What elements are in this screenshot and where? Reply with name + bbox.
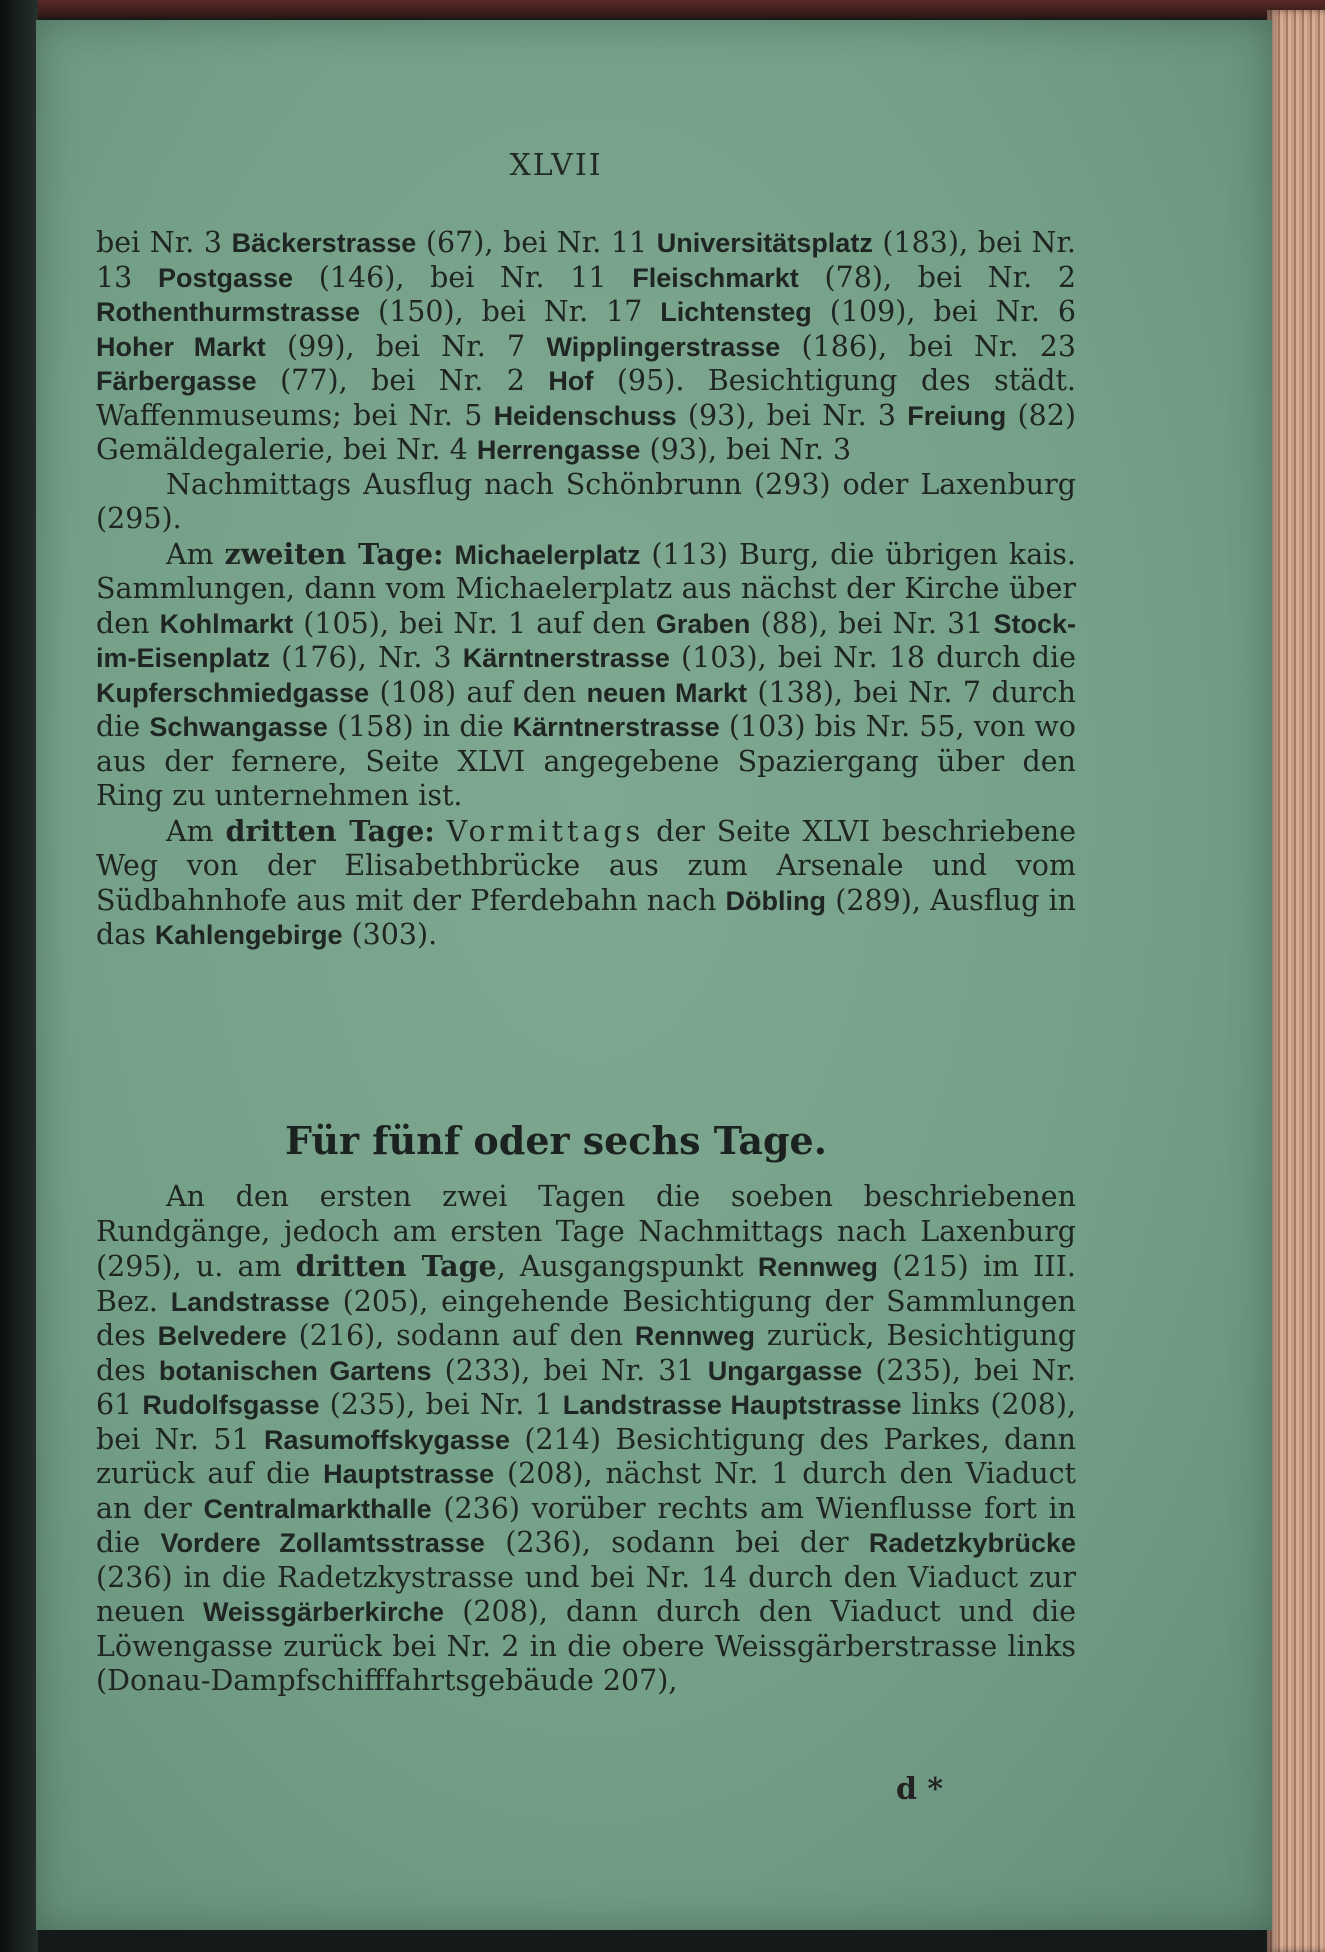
street-name: Rasumoffskygasse [263, 1424, 511, 1455]
text-run [435, 815, 447, 848]
street-name: Döbling [725, 885, 827, 916]
text-run: (235), bei Nr. 61 [96, 1353, 1076, 1421]
paragraph-afternoon: Nachmittags Ausflug nach Schönbrunn (293) oder Laxenburg (295). [96, 467, 1076, 535]
street-name: Herrengasse [476, 435, 641, 465]
book-top-edge [0, 0, 1325, 18]
text-block-bottom [96, 1180, 1076, 1699]
text-run: bei Nr. 3 [96, 226, 232, 259]
page-stack-edge [1267, 10, 1325, 1952]
street-name: Ungargasse [707, 1355, 863, 1386]
street-name: Kohlmarkt [159, 608, 294, 639]
street-name: Landstrasse Hauptstrasse [562, 1390, 902, 1420]
street-name: neuen Markt [586, 677, 747, 708]
text-run: (158) in die [327, 710, 513, 743]
street-name: Landstrasse [170, 1286, 330, 1317]
street-name: Kärntnerstrasse [512, 712, 720, 742]
text-run: (236), sodann bei der [484, 1526, 869, 1559]
text-run: (183), bei Nr. 13 [96, 226, 1076, 294]
text-run: (88), bei Nr. 31 [750, 606, 994, 640]
street-name: Belvedere [157, 1321, 287, 1351]
street-name: Lichtensteg [660, 297, 812, 327]
text-run: (103), bei Nr. 18 durch die [669, 641, 1076, 674]
text-run: (214) Besichtigung des Parkes, dann zurück auf die [96, 1422, 1076, 1490]
text-run: (233), bei Nr. 31 [431, 1353, 708, 1387]
street-name: Weissgärberkirche [202, 1597, 445, 1627]
text-run: Am [166, 814, 226, 848]
text-run: (208), nächst Nr. 1 durch den Viaduct an der [96, 1457, 1076, 1525]
text-run: (103) bis Nr. 55, von wo aus der fernere, Seite XLVI angegebene Spaziergang über den Ring zu unternehmen ist. [96, 710, 1076, 812]
text-run: (150), bei Nr. 17 [360, 295, 661, 328]
paragraph-itinerary-day1 [96, 226, 1076, 468]
street-name: Rennweg [634, 1321, 755, 1351]
day-label: zweiten Tage: [224, 536, 444, 571]
text-run: zurück, Besichtigung des [96, 1319, 1076, 1387]
text-run: , Ausgangspunkt [496, 1250, 758, 1283]
paragraph-five-six-days [96, 1180, 1076, 1699]
page-number: XLVII [509, 148, 603, 183]
street-name: Färbergasse [96, 366, 257, 396]
text-run: (146), bei Nr. 11 [293, 260, 633, 294]
text-run: (289), Ausflug in das [96, 883, 1076, 951]
street-name: Rennweg [757, 1252, 878, 1282]
text-run: (236) vorüber rechts am Wienflusse fort in die [96, 1491, 1076, 1559]
street-name: Kupferschmiedgasse [96, 677, 370, 708]
text-run: (138), bei Nr. 7 durch die [96, 675, 1076, 743]
text-run: (216), sodann auf den [286, 1319, 635, 1352]
text-run: (105), bei Nr. 1 auf den [293, 606, 656, 640]
spaced-word: Vormittags [446, 814, 645, 848]
text-block-top [96, 226, 1076, 953]
text-run: (82) Gemäldegalerie, bei Nr. 4 [96, 398, 1076, 466]
street-name: Stock-im-Eisenplatz [96, 608, 1076, 673]
text-run: (109), bei Nr. 6 [811, 295, 1076, 328]
book-page [36, 20, 1272, 1930]
street-name: Hoher Markt [96, 331, 266, 362]
paragraph-day3 [96, 814, 1076, 953]
street-name: Graben [655, 608, 751, 639]
text-run: (113) Burg, die übrigen kais. Sammlungen, dann vom Michaelerplatz aus nächst der Kirche über den [96, 537, 1076, 640]
street-name: Wipplingerstrasse [546, 331, 781, 362]
street-name: Hauptstrasse [323, 1459, 495, 1489]
text-run [444, 538, 455, 571]
street-name: Centralmarkthalle [203, 1493, 432, 1524]
street-name: Heidenschuss [493, 400, 677, 431]
text-run: An den ersten zwei Tagen die soeben beschriebenen Rundgänge, jedoch am ersten Tage Nachmittags nach Laxenburg (295), u. am [96, 1180, 1076, 1283]
street-name: Michaelerplatz [454, 539, 641, 570]
street-name: Schwangasse [149, 712, 328, 742]
street-name: Universitätsplatz [656, 228, 873, 258]
street-name: Fleischmarkt [632, 262, 799, 293]
paragraph-day2 [96, 537, 1076, 814]
street-name: Freiung [907, 400, 1007, 431]
text-run: (93), bei Nr. 3 [640, 433, 852, 466]
text-run: (186), bei Nr. 23 [780, 329, 1076, 363]
text-run: Am [166, 537, 225, 571]
street-name: Bäckerstrasse [231, 228, 417, 258]
street-name: Kärntnerstrasse [462, 643, 670, 673]
street-name: Postgasse [157, 262, 294, 293]
text-run: (108) auf den [369, 675, 587, 709]
text-run: (235), bei Nr. 1 [319, 1388, 563, 1421]
text-run: (215) im III. Bez. [96, 1250, 1076, 1318]
street-name: Kahlengebirge [154, 920, 343, 950]
text-run: (67), bei Nr. 11 [416, 226, 657, 259]
street-name: Rothenthurmstrasse [96, 297, 361, 327]
street-name: Radetzkybrücke [868, 1528, 1076, 1558]
text-run: der Seite XLVI beschriebene Weg von der Elisabethbrücke aus zum Arsenale und vom Südbahnhofe aus mit der Pferdebahn nach [96, 814, 1077, 917]
text-run: (99), bei Nr. 7 [265, 329, 547, 363]
day-label: dritten Tage: [225, 813, 435, 848]
street-name: botanischen Gartens [158, 1355, 432, 1386]
text-run: (208), dann durch den Viaduct und die Löwengasse zurück bei Nr. 2 in die obere Weissgärberstrasse links (Donau-Dampfschifffahrtsgebäude 207), [96, 1595, 1076, 1697]
book-gutter-shadow [0, 0, 38, 1952]
text-run: links (208), bei Nr. 51 [96, 1388, 1077, 1456]
text-run: (78), bei Nr. 2 [798, 260, 1076, 294]
day-label: dritten Tage [295, 1249, 497, 1283]
street-name: Hof [548, 366, 594, 396]
text-run: (303). [342, 918, 438, 951]
text-run: (176), Nr. 3 [270, 641, 463, 674]
text-run: (95). Besichtigung des städt. Waffenmuseums; bei Nr. 5 [96, 364, 1076, 432]
text-run: (205), eingehende Besichtigung der Sammlungen des [96, 1284, 1076, 1352]
section-heading: Für fünf oder sechs Tage. [285, 1118, 827, 1163]
text-run: (77), bei Nr. 2 [256, 364, 549, 397]
text-run: (236) in die Radetzkystrasse und bei Nr. 14 durch den Viaduct zur neuen [96, 1560, 1076, 1628]
text-run: (93), bei Nr. 3 [676, 398, 908, 432]
street-name: Rudolfsgasse [142, 1390, 320, 1420]
street-name: Vordere Zollamtsstrasse [160, 1528, 485, 1558]
signature-mark: d * [896, 1772, 944, 1807]
